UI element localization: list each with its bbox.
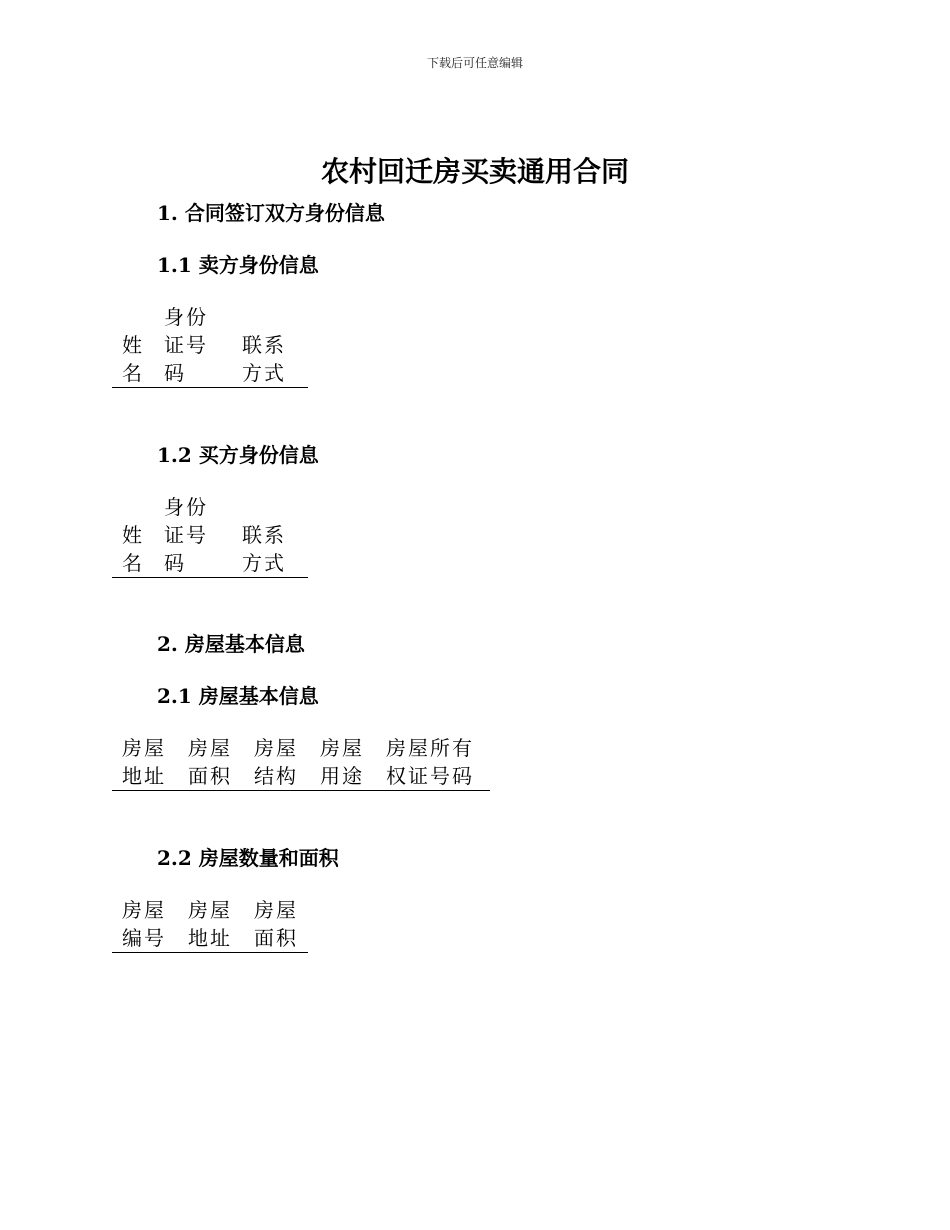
table-header-row (112, 493, 308, 578)
table-header-row (112, 734, 490, 791)
column-header-id-number: 身份 证号 码 (164, 495, 208, 575)
section-heading-house: 2. 房屋基本信息 (157, 632, 305, 656)
column-header-house-usage: 房屋 用途 (320, 736, 364, 788)
column-header-contact: 联系 方式 (242, 333, 286, 385)
column-header-house-area: 房屋 面积 (188, 736, 232, 788)
column-header-house-area: 房屋 面积 (254, 898, 298, 950)
buyer-info-table (112, 493, 308, 578)
column-header-house-structure: 房屋 结构 (254, 736, 298, 788)
table-header-row (112, 896, 308, 953)
house-quantity-table (112, 896, 308, 953)
subsection-heading-house-quantity: 2.2 房屋数量和面积 (157, 846, 339, 870)
column-header-house-number: 房屋 编号 (122, 898, 166, 950)
page-header-note: 下载后可任意编辑 (426, 56, 523, 70)
column-header-house-address: 房屋 地址 (122, 736, 166, 788)
column-header-house-address: 房屋 地址 (188, 898, 232, 950)
column-header-name: 姓 名 (122, 523, 144, 575)
section-heading-parties: 1. 合同签订双方身份信息 (157, 201, 385, 225)
subsection-heading-seller: 1.1 卖方身份信息 (157, 253, 319, 277)
subsection-heading-house-basic: 2.1 房屋基本信息 (157, 684, 319, 708)
seller-info-table (112, 303, 308, 388)
column-header-contact: 联系 方式 (242, 523, 286, 575)
column-header-name: 姓 名 (122, 333, 144, 385)
column-header-ownership-cert: 房屋所有 权证号码 (386, 736, 474, 788)
document-title: 农村回迁房买卖通用合同 (320, 155, 629, 188)
subsection-heading-buyer: 1.2 买方身份信息 (157, 443, 319, 467)
table-header-row (112, 303, 308, 388)
house-basic-table (112, 734, 490, 791)
column-header-id-number: 身份 证号 码 (164, 305, 208, 385)
